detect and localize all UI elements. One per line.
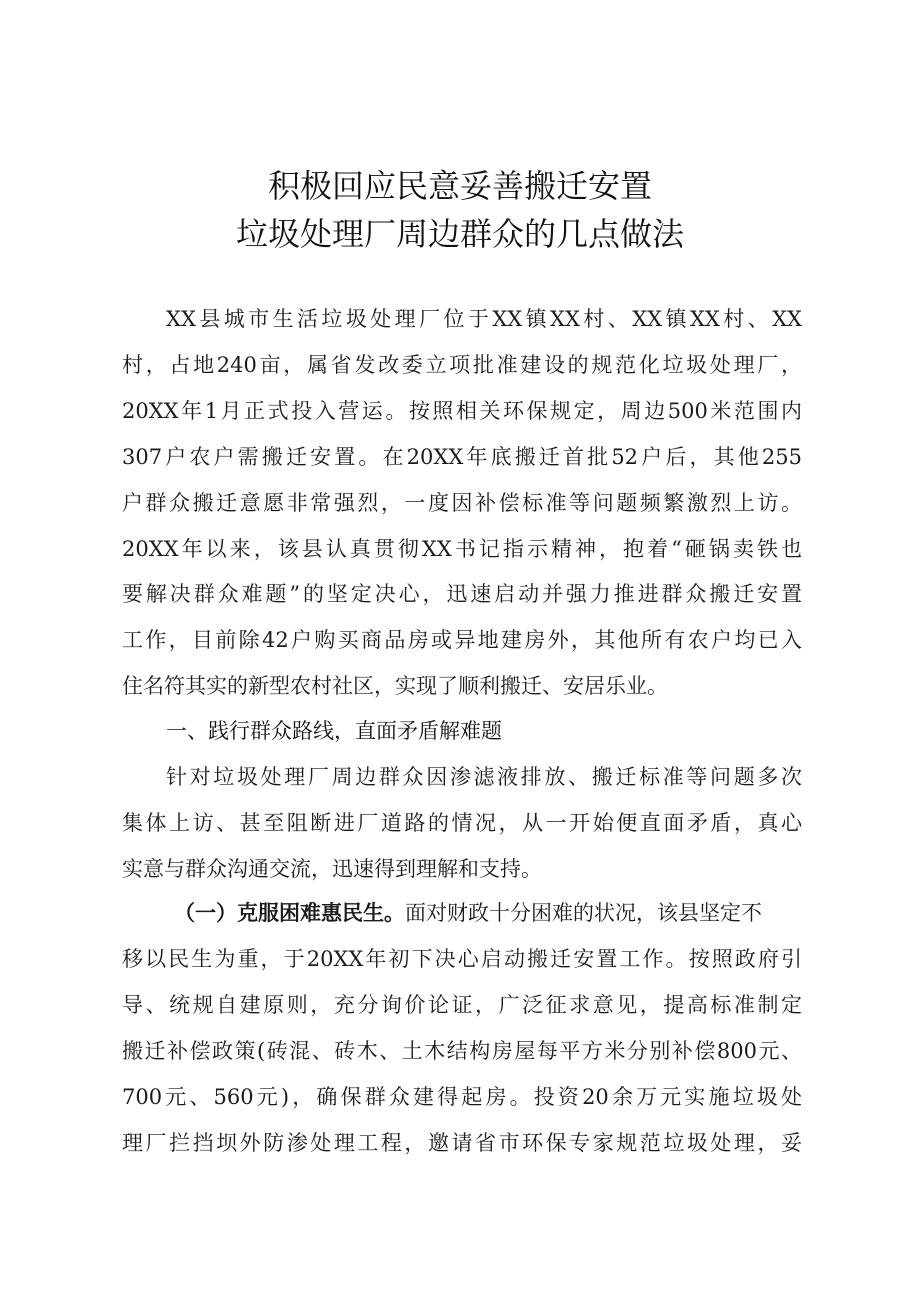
- section-heading: 一、践行群众路线，直面矛盾解难题: [166, 719, 502, 743]
- subsection-lead: （一）克服困难惠民生。: [174, 901, 405, 925]
- document-title-line-2: 垃圾处理厂周边群众的几点做法: [235, 215, 684, 253]
- paragraph-text: 面对财政十分困难的状况，该县坚定不: [405, 901, 762, 925]
- paragraph-line: 移以民生为重，于20XX年初下决心启动搬迁安置工作。按照政府引: [122, 947, 802, 971]
- paragraph-line: 700元、560元)，确保群众建得起房。投资20余万元实施垃圾处: [122, 1085, 802, 1109]
- paragraph-line: 集体上访、甚至阻断进厂道路的情况，从一开始便直面矛盾，真心: [122, 811, 802, 835]
- paragraph-line: 理厂拦挡坝外防渗处理工程，邀请省市环保专家规范垃圾处理，妥: [122, 1131, 802, 1155]
- paragraph-line: 307户农户需搬迁安置。在20XX年底搬迁首批52户后，其他255: [122, 445, 802, 469]
- document-title-line-1: 积极回应民意妥善搬迁安置: [267, 167, 652, 205]
- paragraph-line: 导、统规自建原则，充分询价论证，广泛征求意见，提高标准制定: [122, 993, 802, 1017]
- paragraph-line: 20XX年以来，该县认真贯彻XX书记指示精神，抱着“砸锅卖铁也: [122, 537, 802, 561]
- paragraph-line: 20XX年1月正式投入营运。按照相关环保规定，周边500米范围内: [122, 399, 802, 423]
- paragraph-line: [174, 896, 802, 930]
- paragraph-line: 要解决群众难题”的坚定决心，迅速启动并强力推进群众搬迁安置: [122, 582, 802, 606]
- paragraph-line: XX县城市生活垃圾处理厂位于XX镇XX村、XX镇XX村、XX: [166, 307, 802, 331]
- paragraph-line: 实意与群众沟通交流，迅速得到理解和支持。: [122, 857, 542, 881]
- paragraph-line: 住名符其实的新型农村社区，实现了顺利搬迁、安居乐业。: [122, 674, 668, 698]
- paragraph-line: 户群众搬迁意愿非常强烈，一度因补偿标准等问题频繁激烈上访。: [122, 491, 802, 515]
- paragraph-line: 工作，目前除42户购买商品房或异地建房外，其他所有农户均已入: [122, 628, 802, 652]
- paragraph-line: 针对垃圾处理厂周边群众因渗滤液排放、搬迁标准等问题多次: [166, 765, 802, 789]
- paragraph-line: 村，占地240亩，属省发改委立项批准建设的规范化垃圾处理厂，: [122, 353, 802, 377]
- paragraph-line: 搬迁补偿政策(砖混、砖木、土木结构房屋每平方米分别补偿800元、: [122, 1039, 802, 1063]
